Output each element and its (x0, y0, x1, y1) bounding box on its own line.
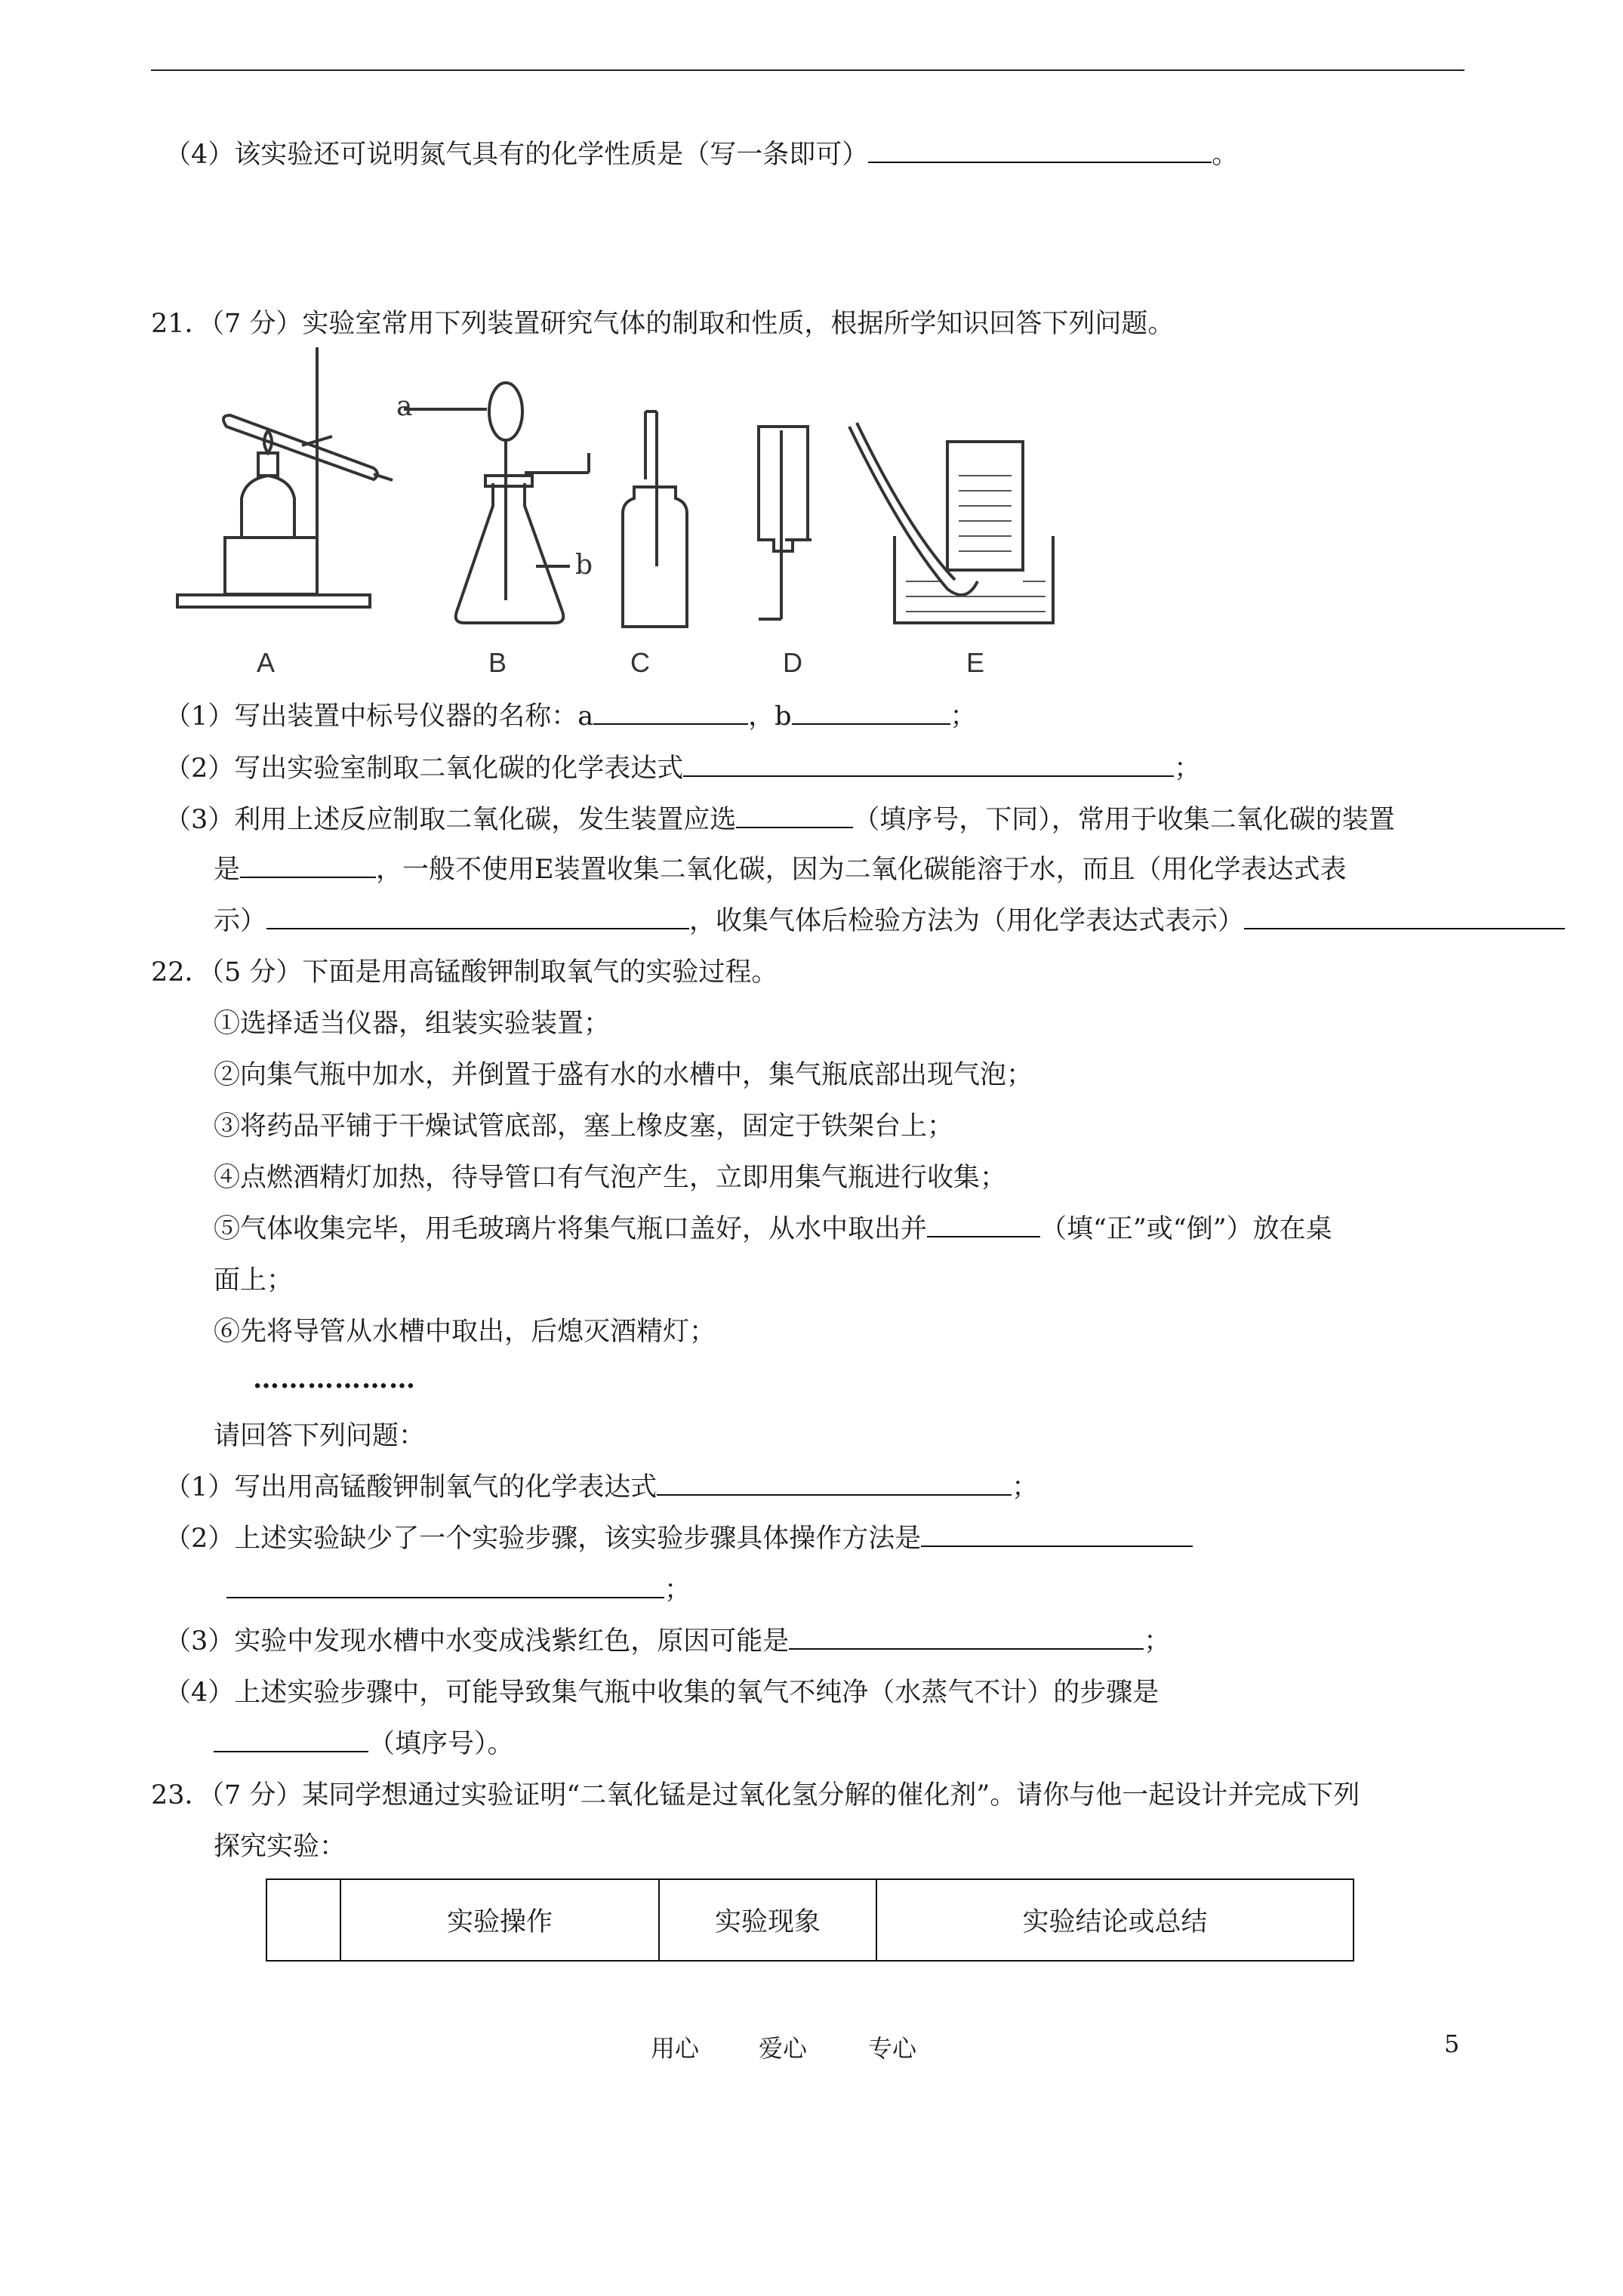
answer-blank[interactable] (868, 139, 1212, 163)
label-b: b (575, 550, 593, 581)
test-tube (223, 415, 377, 479)
answer-blank[interactable] (683, 753, 1174, 777)
q23-header-line1: 23．（7 分）某同学想通过实验证明“二氧化锰是过氧化氢分解的催化剂”。请你与他一起设计并完成下列 (151, 1780, 1360, 1811)
header-rule (151, 69, 1464, 71)
experiment-table (266, 1878, 1354, 1962)
q21-item3-line3: 示） ，收集气体后检验方法为（用化学表达式表示） (214, 905, 1565, 938)
answer-blank[interactable] (1244, 905, 1565, 929)
q22-item2: （2）上述实验缺少了一个实验步骤，该实验步骤具体操作方法是 (165, 1522, 1193, 1555)
figure-label-a: A (257, 647, 276, 678)
figure-label-e: E (966, 647, 985, 678)
q22-step: ③将药品平铺于干燥试管底部，塞上橡皮塞，固定于铁架台上； (214, 1111, 954, 1142)
gas-bottle-c (623, 487, 687, 627)
q22-step5-cont: 面上； (214, 1265, 294, 1296)
answer-blank-b[interactable] (792, 701, 950, 725)
answer-blank[interactable] (736, 804, 853, 828)
q21-item3-line1: （3）利用上述反应制取二氧化碳，发生装置应选 （填序号，下同），常用于收集二氧化碳的装置 (165, 805, 1395, 835)
q22-prompt: 请回答下列问题： (214, 1421, 426, 1451)
q20-item4: （4）该实验还可说明氮气具有的化学性质是（写一条即可） 。 (165, 140, 1239, 170)
q22-step5: ⑤气体收集完毕，用毛玻璃片将集气瓶口盖好，从水中取出并 （填“正”或“倒”）放在桌 (214, 1214, 1332, 1244)
answer-blank[interactable] (240, 854, 376, 878)
q21-item1: （1）写出装置中标号仪器的名称：a ，b ； (165, 701, 977, 732)
page-number: 5 (1444, 2029, 1460, 2058)
footer-right: 专心 (868, 2034, 917, 2063)
answer-blank[interactable] (657, 1472, 1012, 1496)
apparatus-figure (155, 340, 1064, 683)
figure-label-d: D (783, 647, 802, 678)
alcohol-lamp (242, 476, 294, 538)
answer-blank[interactable] (226, 1574, 664, 1598)
answer-blank[interactable] (927, 1213, 1040, 1237)
q22-item4-cont: （填序号）。 (214, 1727, 514, 1761)
funnel-bulb (489, 383, 522, 440)
table-header-cell: 实验结论或总结 (876, 1879, 1354, 1961)
q21-item2: （2）写出实验室制取二氧化碳的化学表达式 ； (165, 754, 1201, 784)
table-header-cell (266, 1879, 340, 1961)
stand-base (177, 595, 370, 607)
q22-item3: （3）实验中发现水槽中水变成浅紫红色，原因可能是 ； (165, 1626, 1171, 1657)
q22-step6: ⑥先将导管从水槽中取出，后熄灭酒精灯； (214, 1317, 716, 1347)
label-a: a (396, 391, 413, 422)
q21-item3-line2: 是 ，一般不使用E装置收集二氧化碳，因为二氧化碳能溶于水，而且（用化学表达式表 (214, 855, 1347, 885)
answer-blank[interactable] (789, 1626, 1144, 1650)
q22-step: ②向集气瓶中加水，并倒置于盛有水的水槽中，集气瓶底部出现气泡； (214, 1060, 1033, 1090)
answer-blank[interactable] (266, 905, 689, 929)
q22-ellipsis: ……………… (253, 1364, 416, 1395)
gas-bottle-d (759, 427, 808, 551)
footer-middle: 爱心 (759, 2034, 808, 2063)
q22-item2-cont: ； (226, 1573, 691, 1607)
table-header-row (266, 1879, 1354, 1961)
q22-step: ④点燃酒精灯加热，待导管口有气泡产生，立即用集气瓶进行收集； (214, 1163, 1007, 1193)
figure-label-b: B (488, 647, 507, 678)
lamp-block (225, 538, 317, 594)
q22-item4: （4）上述实验步骤中，可能导致集气瓶中收集的氧气不纯净（水蒸气不计）的步骤是 (165, 1678, 1160, 1708)
footer-left: 用心 (651, 2034, 700, 2063)
conical-flask (456, 483, 564, 623)
q21-header: 21．（7 分）实验室常用下列装置研究气体的制取和性质，根据所学知识回答下列问题。 (151, 309, 1175, 339)
q22-step: ①选择适当仪器，组装实验装置； (214, 1009, 611, 1039)
q22-item1: （1）写出用高锰酸钾制氧气的化学表达式 ； (165, 1472, 1039, 1502)
table-header-cell: 实验操作 (340, 1879, 659, 1961)
answer-blank[interactable] (214, 1728, 368, 1752)
q22-header: 22．（5 分）下面是用高锰酸钾制取氧气的实验过程。 (151, 957, 778, 988)
answer-blank[interactable] (921, 1523, 1193, 1547)
q23-header-line2: 探究实验： (214, 1832, 346, 1862)
figure-label-c: C (630, 647, 650, 678)
answer-blank-a[interactable] (593, 701, 748, 725)
table-header-cell: 实验现象 (659, 1879, 876, 1961)
